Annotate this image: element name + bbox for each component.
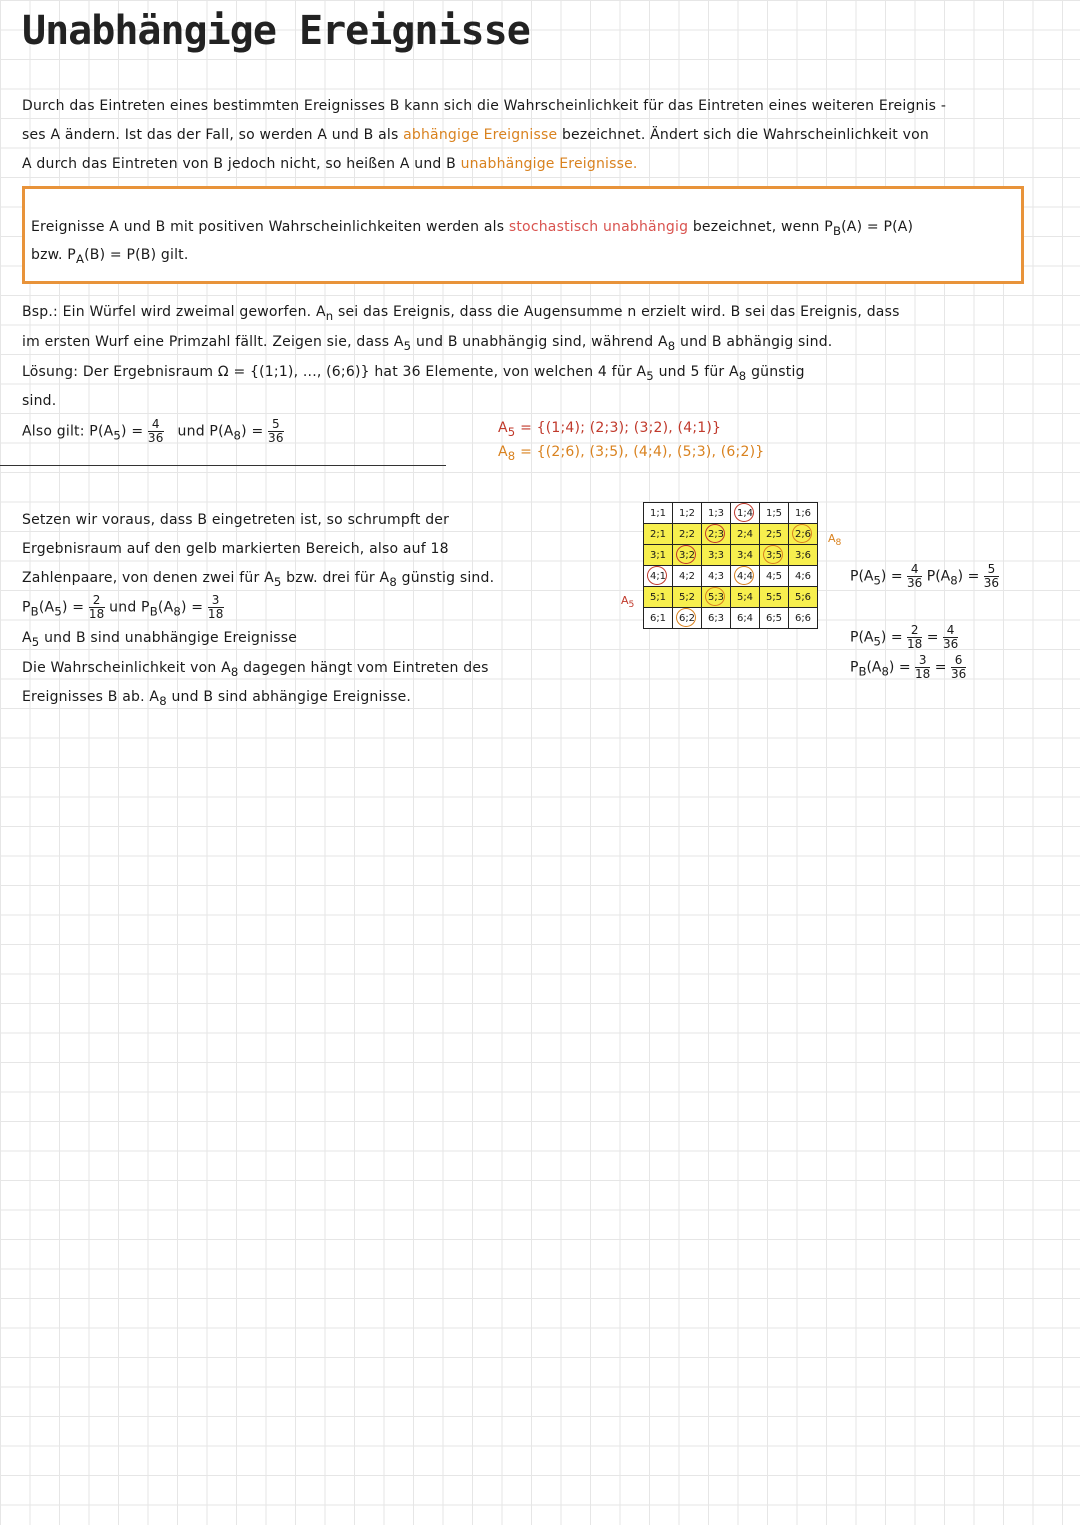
- grid-cell-label: 1;2: [678, 507, 696, 519]
- fraction-numerator: 5: [984, 563, 999, 577]
- grid-cell: [644, 608, 673, 629]
- grid-cell-label: 1;1: [649, 507, 667, 519]
- grid-cell-label: 2;2: [678, 528, 696, 540]
- example-text: Lösung: Der Ergebnisraum Ω = {(1;1), ..., (6;6)} hat 36 Elemente, von welchen 4 für A: [22, 364, 647, 380]
- example-text: Also gilt: P(A: [22, 423, 114, 440]
- subscript: B: [858, 664, 867, 679]
- side-text: P(A: [850, 629, 874, 646]
- side-text: ) =: [880, 629, 903, 646]
- grid-cell-label: 1;6: [794, 507, 812, 519]
- example-line-1: [22, 304, 900, 323]
- grid-cell-label: 4;4: [736, 570, 754, 582]
- set-label: A: [498, 444, 508, 460]
- fraction-numerator: 3: [915, 654, 930, 668]
- definition-box: [22, 186, 1024, 284]
- subscript: B: [832, 223, 842, 238]
- grid-cell: [731, 545, 760, 566]
- example-line-2: [22, 334, 832, 353]
- label-text: A: [621, 594, 629, 607]
- set-values: = {(2;6), (3;5), (4;4), (5;3), (6;2)}: [520, 444, 765, 460]
- subscript: 5: [507, 424, 516, 439]
- conclusion-text: ) =: [61, 599, 85, 616]
- grid-cell: [644, 545, 673, 566]
- side-text: P(A: [926, 568, 951, 585]
- conclusion-text: ) =: [180, 599, 204, 616]
- grid-cell: [731, 566, 760, 587]
- grid-cell-label: 2;1: [649, 528, 667, 540]
- term-stochastisch-unabhaengig: stochastisch unabhängig: [508, 219, 689, 235]
- outcome-grid: [643, 502, 818, 629]
- fraction-denominator: 36: [983, 576, 1000, 590]
- example-line-3: [22, 364, 805, 383]
- fraction-denominator: 18: [207, 607, 224, 621]
- side-text: ) =: [957, 568, 980, 585]
- grid-cell: [731, 524, 760, 545]
- fraction-denominator: 36: [950, 667, 967, 681]
- grid-cell: [702, 545, 731, 566]
- conclusion-text: Die Wahrscheinlichkeit von A: [22, 660, 231, 676]
- intro-text: ses A ändern. Ist das der Fall, so werden A und B als: [22, 127, 399, 143]
- side-text: =: [926, 629, 939, 646]
- side-result-1: [850, 563, 999, 590]
- grid-cell: [789, 545, 818, 566]
- grid-cell-label: 6;6: [794, 612, 812, 624]
- grid-cell-label: 4;5: [765, 570, 783, 582]
- grid-cell: [760, 524, 789, 545]
- subscript: 5: [113, 428, 122, 443]
- grid-cell: [789, 587, 818, 608]
- grid-cell-label: 4;2: [678, 570, 696, 582]
- label-text: A: [828, 532, 836, 545]
- set-label: A: [498, 420, 508, 436]
- definition-line-2: [31, 247, 189, 266]
- fraction-p-a8: [268, 418, 284, 445]
- conclusion-text: (A: [38, 599, 55, 616]
- a8-circle-mark: [792, 524, 812, 543]
- subscript: 8: [950, 573, 958, 588]
- conclusion-text: und P: [109, 599, 150, 616]
- subscript: n: [325, 308, 334, 323]
- side-result-2: [850, 624, 958, 651]
- conclusion-text: bzw. drei für A: [286, 570, 390, 586]
- grid-cell-label: 1;5: [765, 507, 783, 519]
- grid-cell: [673, 566, 702, 587]
- set-a8: [498, 444, 764, 463]
- conclusion-text: Ereignisses B ab. A: [22, 689, 160, 705]
- conclusion-line-5: [22, 630, 297, 649]
- a8-circle-mark: [763, 545, 783, 564]
- grid-label-a5: [621, 594, 634, 610]
- grid-cell-label: 5;6: [794, 591, 812, 603]
- subscript: 8: [159, 693, 167, 708]
- fraction-numerator: 2: [89, 594, 105, 608]
- grid-cell-label: 6;3: [707, 612, 725, 624]
- grid-cell: [644, 524, 673, 545]
- side-fraction: [943, 624, 958, 651]
- conclusion-line-1: Setzen wir voraus, dass B eingetreten ist, so schrumpft der: [22, 512, 450, 528]
- fraction-numerator: 6: [951, 654, 966, 668]
- fraction-denominator: 18: [88, 607, 105, 621]
- example-text: und B abhängig sind.: [680, 334, 833, 350]
- side-fraction: [951, 654, 966, 681]
- conclusion-line-4: [22, 594, 224, 621]
- side-fraction: [907, 563, 922, 590]
- page-title: Unabhängige Ereignisse: [22, 8, 530, 54]
- subscript: 8: [881, 664, 889, 679]
- fraction-numerator: 4: [148, 418, 164, 432]
- grid-cell: [673, 608, 702, 629]
- grid-cell: [644, 503, 673, 524]
- grid-cell: [702, 566, 731, 587]
- fraction-denominator: 18: [915, 667, 931, 681]
- side-text: ) =: [888, 659, 911, 676]
- fraction-numerator: 5: [268, 418, 284, 432]
- a5-circle-mark: [676, 545, 696, 564]
- conclusion-text: günstig sind.: [401, 570, 495, 586]
- grid-cell: [760, 545, 789, 566]
- a8-circle-mark: [734, 566, 754, 585]
- subscript: 8: [507, 448, 516, 463]
- side-text: P: [850, 659, 859, 676]
- grid-cell-label: 5;2: [678, 591, 696, 603]
- subscript: 8: [667, 338, 676, 353]
- a8-circle-mark: [705, 587, 725, 606]
- grid-cell-label: 6;2: [678, 612, 696, 624]
- grid-cell: [644, 566, 673, 587]
- grid-row: [644, 608, 818, 629]
- example-text: Bsp.: Ein Würfel wird zweimal geworfen. A: [22, 304, 326, 320]
- grid-cell: [760, 503, 789, 524]
- conclusion-line-6: [22, 660, 489, 679]
- grid-cell-label: 6;5: [765, 612, 783, 624]
- grid-cell: [702, 524, 731, 545]
- conclusion-text: Zahlenpaare, von denen zwei für A: [22, 570, 274, 586]
- intro-text: bezeichnet. Ändert sich die Wahrscheinlichkeit von: [561, 127, 929, 143]
- grid-cell: [760, 608, 789, 629]
- side-text: (A: [866, 659, 882, 676]
- conclusion-text: (A: [157, 599, 174, 616]
- grid-cell-label: 3;1: [649, 549, 667, 561]
- subscript: 8: [738, 368, 747, 383]
- grid-cell-label: 4;3: [707, 570, 725, 582]
- grid-cell: [731, 587, 760, 608]
- grid-cell: [731, 503, 760, 524]
- definition-text: Ereignisse A und B mit positiven Wahrscheinlichkeiten werden als: [31, 219, 505, 235]
- conclusion-text: und B sind abhängige Ereignisse.: [171, 689, 412, 705]
- fraction-p-a5: [148, 418, 164, 445]
- fraction-pb-a8: [208, 594, 224, 621]
- subscript: 5: [273, 574, 282, 589]
- fraction-pb-a5: [89, 594, 105, 621]
- grid-cell-label: 1;4: [736, 507, 754, 519]
- grid-cell: [702, 503, 731, 524]
- fraction-numerator: 4: [907, 563, 922, 577]
- a8-circle-mark: [676, 608, 696, 627]
- grid-cell-label: 5;3: [707, 591, 725, 603]
- grid-cell: [789, 608, 818, 629]
- grid-cell: [702, 608, 731, 629]
- subscript: 5: [31, 634, 40, 649]
- grid-cell: [673, 587, 702, 608]
- conclusion-text: A: [22, 630, 32, 646]
- fraction-numerator: 2: [907, 624, 922, 638]
- grid-cell-label: 5;1: [649, 591, 667, 603]
- subscript: 5: [873, 634, 881, 649]
- fraction-denominator: 36: [147, 431, 164, 445]
- example-text: im ersten Wurf eine Primzahl fällt. Zeigen sie, dass A: [22, 334, 404, 350]
- example-line-4: sind.: [22, 393, 57, 409]
- grid-row: [644, 587, 818, 608]
- a5-circle-mark: [705, 524, 725, 543]
- example-text: und B unabhängig sind, während A: [415, 334, 668, 350]
- subscript: 8: [389, 574, 397, 589]
- fraction-denominator: 36: [907, 576, 923, 590]
- side-text: P(A: [850, 568, 874, 585]
- grid-row: [644, 545, 818, 566]
- fraction-denominator: 36: [268, 431, 284, 445]
- subscript: 5: [873, 573, 881, 588]
- side-text: =: [934, 659, 947, 676]
- conclusion-text: P: [22, 599, 31, 616]
- grid-cell: [789, 566, 818, 587]
- grid-cell-label: 4;1: [649, 570, 667, 582]
- grid-cell: [789, 524, 818, 545]
- subscript: B: [30, 604, 39, 619]
- grid-cell-label: 3;5: [765, 549, 783, 561]
- grid-cell: [673, 545, 702, 566]
- grid-cell: [673, 503, 702, 524]
- conclusion-text: und B sind unabhängige Ereignisse: [44, 630, 298, 646]
- subscript: A: [75, 251, 85, 266]
- grid-cell-label: 6;1: [649, 612, 667, 624]
- side-fraction: [984, 563, 999, 590]
- grid-row: [644, 503, 818, 524]
- grid-cell-label: 3;4: [736, 549, 754, 561]
- grid-cell-label: 2;3: [707, 528, 725, 540]
- grid-cell: [731, 608, 760, 629]
- intro-line-3: [22, 156, 638, 172]
- example-text: ) =: [121, 423, 144, 440]
- conclusion-line-7: [22, 689, 411, 708]
- subscript: 5: [628, 599, 635, 611]
- conclusion-line-2: Ergebnisraum auf den gelb markierten Bereich, also auf 18: [22, 541, 449, 557]
- grid-cell: [702, 587, 731, 608]
- grid-cell-label: 2;4: [736, 528, 754, 540]
- example-text: sei das Ereignis, dass die Augensumme n erzielt wird. B sei das Ereignis, dass: [337, 304, 900, 320]
- grid-row: [644, 566, 818, 587]
- definition-line-1: [31, 219, 913, 238]
- term-unabhaengig: unabhängige Ereignisse.: [460, 156, 638, 172]
- subscript: 5: [403, 338, 412, 353]
- subscript: 5: [646, 368, 654, 383]
- probability-statement: [22, 418, 284, 445]
- grid-cell-label: 2;5: [765, 528, 783, 540]
- definition-text: bezeichnet, wenn P: [692, 219, 833, 235]
- side-result-3: [850, 654, 966, 681]
- conclusion-text: dagegen hängt vom Eintreten des: [243, 660, 489, 676]
- conclusion-line-3: [22, 570, 494, 589]
- definition-text: bzw. P: [31, 247, 76, 263]
- divider: [0, 465, 446, 466]
- grid-cell-label: 3;6: [794, 549, 812, 561]
- grid-cell: [760, 566, 789, 587]
- intro-text: A durch das Eintreten von B jedoch nicht, so heißen A und B: [22, 156, 456, 172]
- fraction-numerator: 3: [208, 594, 224, 608]
- grid-cell-label: 3;3: [707, 549, 725, 561]
- a5-circle-mark: [647, 566, 667, 585]
- definition-text: (A) = P(A): [841, 219, 914, 235]
- intro-line-2: [22, 127, 929, 143]
- example-text: günstig: [751, 364, 805, 380]
- grid-row: [644, 524, 818, 545]
- grid-cell-label: 2;6: [794, 528, 812, 540]
- grid-label-a8: [828, 532, 841, 548]
- grid-cell-label: 6;4: [736, 612, 754, 624]
- grid-cell: [760, 587, 789, 608]
- grid-cell: [789, 503, 818, 524]
- term-abhaengig: abhängige Ereignisse: [403, 127, 558, 143]
- definition-text: (B) = P(B) gilt.: [84, 247, 189, 263]
- fraction-numerator: 4: [943, 624, 958, 638]
- subscript: B: [149, 604, 158, 619]
- grid-cell-label: 5;5: [765, 591, 783, 603]
- grid-cell-label: 4;6: [794, 570, 812, 582]
- subscript: 8: [233, 428, 242, 443]
- grid-cell-label: 5;4: [736, 591, 754, 603]
- side-fraction: [915, 654, 930, 681]
- set-a5: [498, 420, 721, 439]
- example-text: und 5 für A: [658, 364, 739, 380]
- example-text: ) =: [241, 423, 264, 440]
- intro-line-1: Durch das Eintreten eines bestimmten Ereignisses B kann sich die Wahrscheinlichkeit für das Eintreten eines weiteren Ereignis -: [22, 98, 947, 114]
- grid-cell: [644, 587, 673, 608]
- subscript: 5: [54, 604, 62, 619]
- fraction-denominator: 18: [907, 637, 923, 651]
- side-text: ) =: [880, 568, 903, 585]
- subscript: 8: [835, 537, 842, 549]
- fraction-denominator: 36: [942, 637, 959, 651]
- subscript: 8: [173, 604, 181, 619]
- grid-cell-label: 3;2: [678, 549, 696, 561]
- subscript: 8: [230, 664, 239, 679]
- grid-cell: [673, 524, 702, 545]
- grid-cell-label: 1;3: [707, 507, 725, 519]
- a5-circle-mark: [734, 503, 754, 522]
- set-values: = {(1;4); (2;3); (3;2), (4;1)}: [520, 420, 722, 436]
- side-fraction: [907, 624, 922, 651]
- example-text: und P(A: [177, 423, 234, 440]
